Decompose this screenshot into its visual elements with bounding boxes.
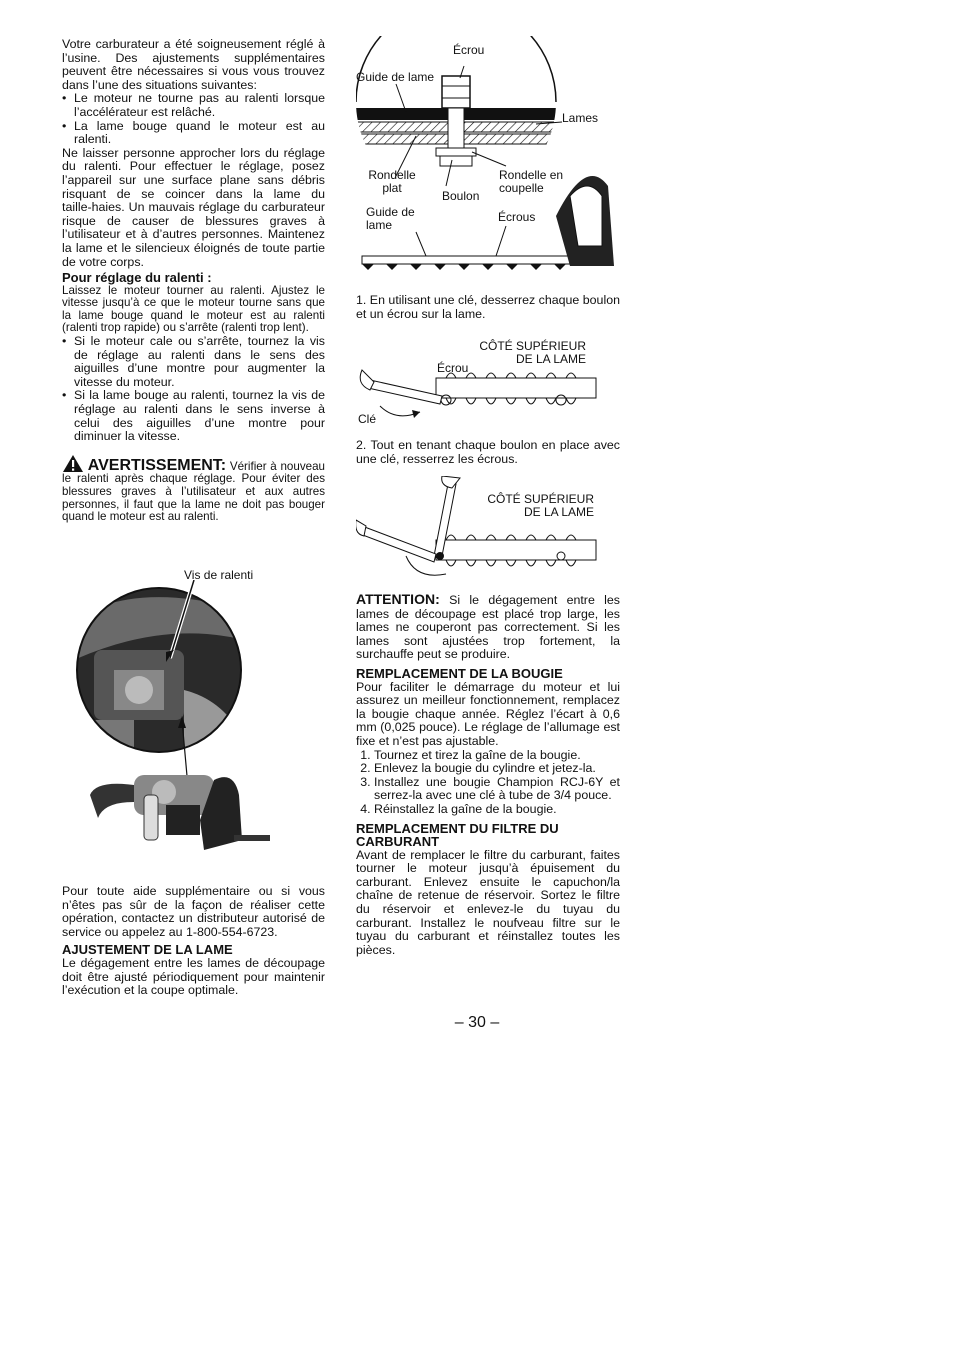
warning-block xyxy=(62,454,325,524)
list-item: 3. Installez une bougie Champion RCJ‑6Y et serrez‑la avec une clé à tube de 3/4 pouce. xyxy=(374,776,620,803)
situations-list xyxy=(62,92,325,146)
filter-text: Avant de remplacer le filtre du carburant, faites tourner le moteur jusqu’à épuisement du carburant. Enlevez ensuite le capuchon/la chaîne de retenue de réservoir. Sortez le filtre du réservoir et enlevez‑le du tuyau du carburant. Installez le noufveau filtre sur le tuyau du carburant et réinstallez toutes les pièces. xyxy=(356,847,620,957)
plug-heading: REMPLACEMENT DE LA BOUGIE xyxy=(356,665,563,681)
label-lames: Lames xyxy=(562,111,599,125)
idle-screw-label: Vis de ralenti xyxy=(184,568,254,582)
list-item: • Si la lame bouge au ralenti, tournez la vis de réglage au ralenti dans le sens inverse à celui des aiguilles d’une montre pour diminuer la vitesse. xyxy=(74,389,325,443)
label-guide-2: Guide de lame xyxy=(366,205,415,232)
label-rondelle-coupelle: Rondelle en coupelle xyxy=(499,168,564,195)
right-column-text xyxy=(356,593,620,957)
idle-screw-figure xyxy=(74,580,274,870)
idle-text: Laissez le moteur tourner au ralenti. Ajustez le vitesse jusqu’à ce que le moteur tourne sans que la lame bouge quand le moteur est au ralenti (ralenti trop rapide) ou s’arrête (ralenti trop lent). xyxy=(62,283,325,335)
help-text: Pour toute aide supplémentaire ou si vous n’êtes pas sûr de la façon de réaliser cette opération, contactez un distributeur autorisé de service ou appelez au 1‑800‑554‑6723. xyxy=(62,884,325,939)
label-boulon: Boulon xyxy=(442,189,480,203)
intro-text: Votre carburateur a été soigneusement réglé à l’usine. Des ajustements supplémentaires peuvent être nécessaires si vous vous trouvez dans l’une des situations suivantes: xyxy=(62,37,325,92)
label-ecrous: Écrous xyxy=(498,210,536,224)
label-ecrou-2: Écrou xyxy=(437,361,469,375)
caution-text: Ne laisser personne approcher lors du réglage du ralenti. Pour effectuer le réglage, posez l’appareil sur une surface plane sans débris risquant de se coincer dans la lame du taille‑haies. Un mauvais réglage du carburateur risque de causer de blessures graves à l’utilisateur et à d’autres personnes. Maintenez la lame et le silencieux éloignés de toute partie de votre corps. xyxy=(62,145,325,269)
filter-heading: REMPLACEMENT DU FILTRE DU CARBURANT xyxy=(356,820,559,850)
left-column xyxy=(62,38,325,524)
label-cote-1: CÔTÉ SUPÉRIEUR DE LA LAME xyxy=(479,339,586,366)
list-item: • La lame bouge quand le moteur est au ralenti. xyxy=(74,120,325,147)
warning-title: AVERTISSEMENT: xyxy=(87,456,227,474)
loosen-figure xyxy=(356,360,620,430)
page-number: – 30 – xyxy=(454,1014,500,1031)
label-cle: Clé xyxy=(358,412,377,426)
attention-text: Si le dégagement entre les lames de découpage est placé trop large, les lames ne couperont pas correctement. Si les lames sont ajustées trop fortement, la surchauffe peut se produire. xyxy=(356,593,620,662)
list-item: 2. Enlevez la bougie du cylindre et jetez‑la. xyxy=(374,762,620,776)
warning-text: Vérifier à nouveau le ralenti après chaque réglage. Pour éviter des blessures graves à l’utilisateur et aux autres personnes, il faut que la lame ne doit pas bouger quand le moteur est au ralenti. xyxy=(62,459,325,524)
step-2-text: 2. Tout en tenant chaque boulon en place avec une clé, resserrez les écrous. xyxy=(356,438,620,466)
step-2 xyxy=(356,439,620,466)
label-guide: Guide de lame xyxy=(356,70,435,84)
list-item: • Si le moteur cale ou s’arrête, tournez la vis de réglage au ralenti dans le sens des aiguilles d’une montre pour augmenter la vitesse du moteur. xyxy=(74,335,325,389)
step-1-text: 1. En utilisant une clé, desserrez chaque boulon et un écrou sur la lame. xyxy=(356,293,620,321)
list-item: 1. Tournez et tirez la gaîne de la bougie. xyxy=(374,749,620,763)
idle-list xyxy=(62,335,325,444)
list-item: • Le moteur ne tourne pas au ralenti lorsque l’accélérateur est relâché. xyxy=(74,92,325,119)
label-ecrou: Écrou xyxy=(453,43,485,57)
warning-icon xyxy=(62,454,84,473)
left-bottom xyxy=(62,885,325,998)
label-cote-2: CÔTÉ SUPÉRIEUR DE LA LAME xyxy=(487,492,594,519)
attention-title: ATTENTION: xyxy=(356,591,440,607)
step-1 xyxy=(356,294,620,321)
attention-block xyxy=(356,593,620,662)
blade-text: Le dégagement entre les lames de découpage doit être ajusté périodiquement pour maintenir l’exécution et la coupe optimale. xyxy=(62,955,325,998)
plug-steps xyxy=(356,749,620,817)
label-rondelle-plat: Rondelle plat xyxy=(368,168,416,195)
blade-heading: AJUSTEMENT DE LA LAME xyxy=(62,942,233,958)
list-item: 4. Réinstallez la gaîne de la bougie. xyxy=(374,803,620,817)
idle-heading: Pour réglage du ralenti : xyxy=(62,270,212,286)
plug-text: Pour faciliter le démarrage du moteur et lui assurez un meilleur fonctionnement, remplacez la bougie chaque année. Réglez l’écart à 0,6 mm (0,025 pouce). Le réglage de l’allumage est fixe et n’est pas ajustable. xyxy=(356,679,620,748)
